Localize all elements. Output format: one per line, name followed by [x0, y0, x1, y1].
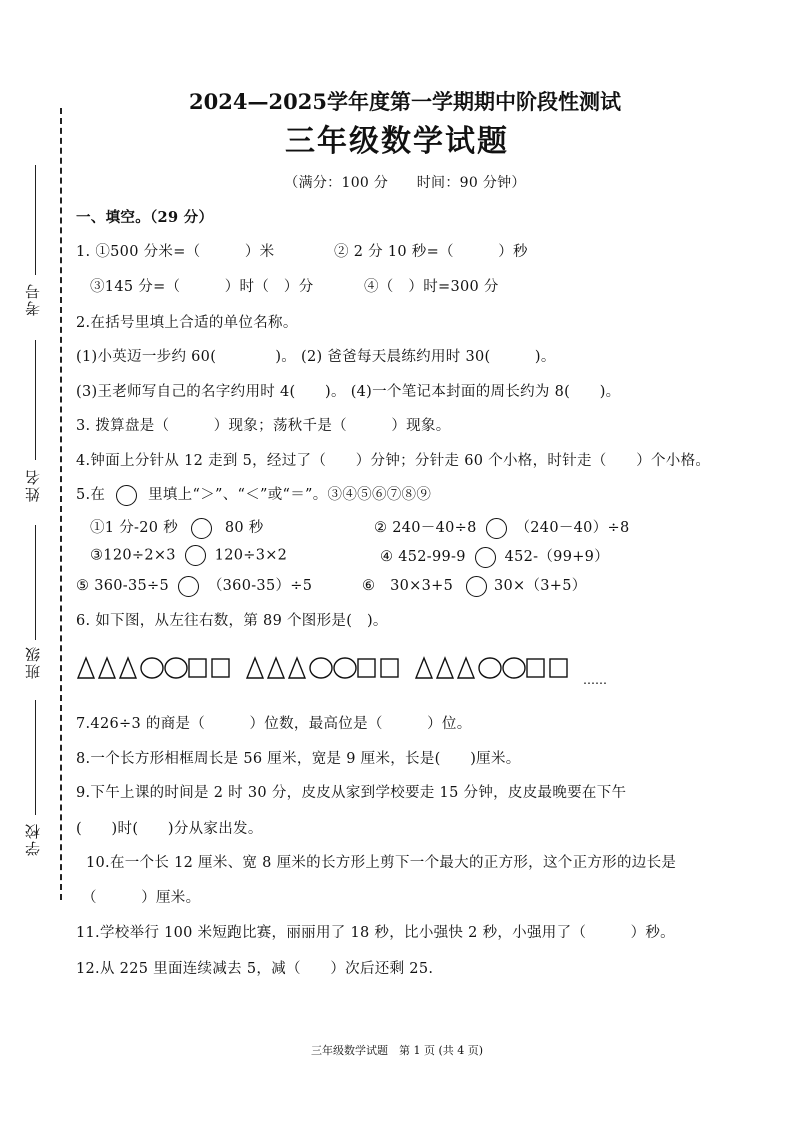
compare-circle-input[interactable] [185, 545, 206, 566]
circle-icon [141, 658, 163, 678]
question-6: 6. 如下图，从左往右数，第 89 个图形是( )。 [76, 613, 388, 629]
pattern-ellipsis: …… [583, 673, 607, 686]
q5-expr: 80 秒 [224, 520, 264, 536]
binding-label-exam-number: 考号 [24, 282, 42, 316]
circle-blank-icon [116, 485, 137, 506]
q5-stem-b: 里填上“＞”、“＜”或“＝”。③④⑤⑥⑦⑧⑨ [148, 487, 432, 503]
question-9b: ( )时( )分从家出发。 [76, 821, 263, 837]
triangle-icon [416, 658, 432, 678]
q5-row3-right [362, 574, 587, 597]
square-icon [212, 659, 229, 677]
section-heading: 一、填空。（29 分） [76, 209, 214, 226]
binding-label-name: 姓名 [24, 468, 42, 502]
q5-expr: （240－40）÷8 [515, 520, 630, 536]
square-icon [550, 659, 567, 677]
question-7: 7.426÷3 的商是（ ）位数，最高位是（ ）位。 [76, 716, 472, 732]
circle-icon [334, 658, 356, 678]
question-2b: (3)王老师写自己的名字约用时 4( )。 (4)一个笔记本封面的周长约为 8( )。 [76, 384, 621, 400]
circle-icon [165, 658, 187, 678]
circle-icon [479, 658, 501, 678]
q5-row3-left [76, 574, 312, 597]
square-icon [189, 659, 206, 677]
q5-expr: ④ 452-99-9 [380, 549, 466, 565]
binding-dashed-line [60, 108, 62, 900]
circle-icon [310, 658, 332, 678]
binding-label-class: 班级 [24, 645, 42, 679]
binding-label-school: 学校 [24, 822, 42, 856]
q5-expr: 30×（3+5） [493, 578, 587, 594]
q5-row1-right [374, 516, 629, 539]
q5-expr: ③120÷2×3 [90, 547, 176, 564]
compare-circle-input[interactable] [178, 576, 199, 597]
question-3: 3. 拨算盘是（ ）现象；荡秋千是（ ）现象。 [76, 418, 451, 434]
q5-row2-right [380, 545, 609, 568]
page-footer: 三年级数学试题 第 1 页 (共 4 页) [310, 1044, 484, 1057]
binding-line-4 [35, 700, 36, 815]
q5-expr: （360-35）÷5 [207, 578, 313, 594]
q5-row2-left [90, 545, 287, 566]
triangle-icon [458, 658, 474, 678]
question-10b: （ ）厘米。 [82, 890, 201, 906]
binding-line-3 [35, 525, 36, 640]
q5-expr: ①1 分-20 秒 [90, 520, 178, 536]
triangle-icon [437, 658, 453, 678]
question-8: 8.一个长方形相框周长是 56 厘米，宽是 9 厘米，长是( )厘米。 [76, 751, 521, 767]
question-9a: 9.下午上课的时间是 2 时 30 分，皮皮从家到学校要走 15 分钟，皮皮最晚要在下午 [76, 785, 627, 801]
question-5-stem [76, 483, 431, 506]
compare-circle-input[interactable] [466, 576, 487, 597]
q5-expr: ⑥ 30×3+5 [362, 578, 454, 594]
compare-circle-input[interactable] [191, 518, 212, 539]
question-1c: ③145 分=（ ）时（ ）分 [90, 279, 314, 295]
compare-circle-input[interactable] [475, 547, 496, 568]
triangle-icon [120, 658, 136, 678]
square-icon [527, 659, 544, 677]
exam-subtitle: 三年级数学试题 [285, 124, 509, 159]
question-1a: 1. ①500 分米=（ ）米 [76, 244, 275, 260]
question-2-stem: 2.在括号里填上合适的单位名称。 [76, 315, 298, 331]
question-12: 12.从 225 里面连续减去 5，减（ ）次后还剩 25. [76, 961, 434, 977]
triangle-icon [268, 658, 284, 678]
exam-info: （满分：100 分 时间：90 分钟） [284, 175, 526, 191]
circle-icon [503, 658, 525, 678]
triangle-icon [78, 658, 94, 678]
q5-expr: ⑤ 360-35÷5 [76, 578, 170, 594]
triangle-icon [99, 658, 115, 678]
question-1b: ② 2 分 10 秒=（ ）秒 [334, 244, 528, 260]
triangle-icon [289, 658, 305, 678]
shape-pattern-figure [74, 650, 634, 686]
triangle-icon [247, 658, 263, 678]
q5-stem-a: 5.在 [76, 487, 106, 503]
question-2a: (1)小英迈一步约 60( )。 (2) 爸爸每天晨练约用时 30( )。 [76, 349, 556, 365]
square-icon [358, 659, 375, 677]
question-4: 4.钟面上分针从 12 走到 5，经过了（ ）分钟；分针走 60 个小格，时针走（ ）个小格。 [76, 453, 711, 469]
q5-expr: ② 240－40÷8 [374, 520, 477, 536]
binding-line-2 [35, 340, 36, 460]
q5-expr: 120÷3×2 [214, 547, 288, 564]
compare-circle-input[interactable] [486, 518, 507, 539]
exam-title: 2024—2025学年度第一学期期中阶段性测试 [189, 89, 621, 114]
q5-row1-left [90, 516, 264, 539]
question-1d: ④（ ）时=300 分 [364, 279, 499, 295]
q5-expr: 452-（99+9） [504, 549, 610, 565]
question-11: 11.学校举行 100 米短跑比赛，丽丽用了 18 秒，比小强快 2 秒，小强用了（ ）秒。 [76, 925, 675, 941]
square-icon [381, 659, 398, 677]
question-10a: 10.在一个长 12 厘米、宽 8 厘米的长方形上剪下一个最大的正方形，这个正方形的边长是 [86, 855, 677, 871]
